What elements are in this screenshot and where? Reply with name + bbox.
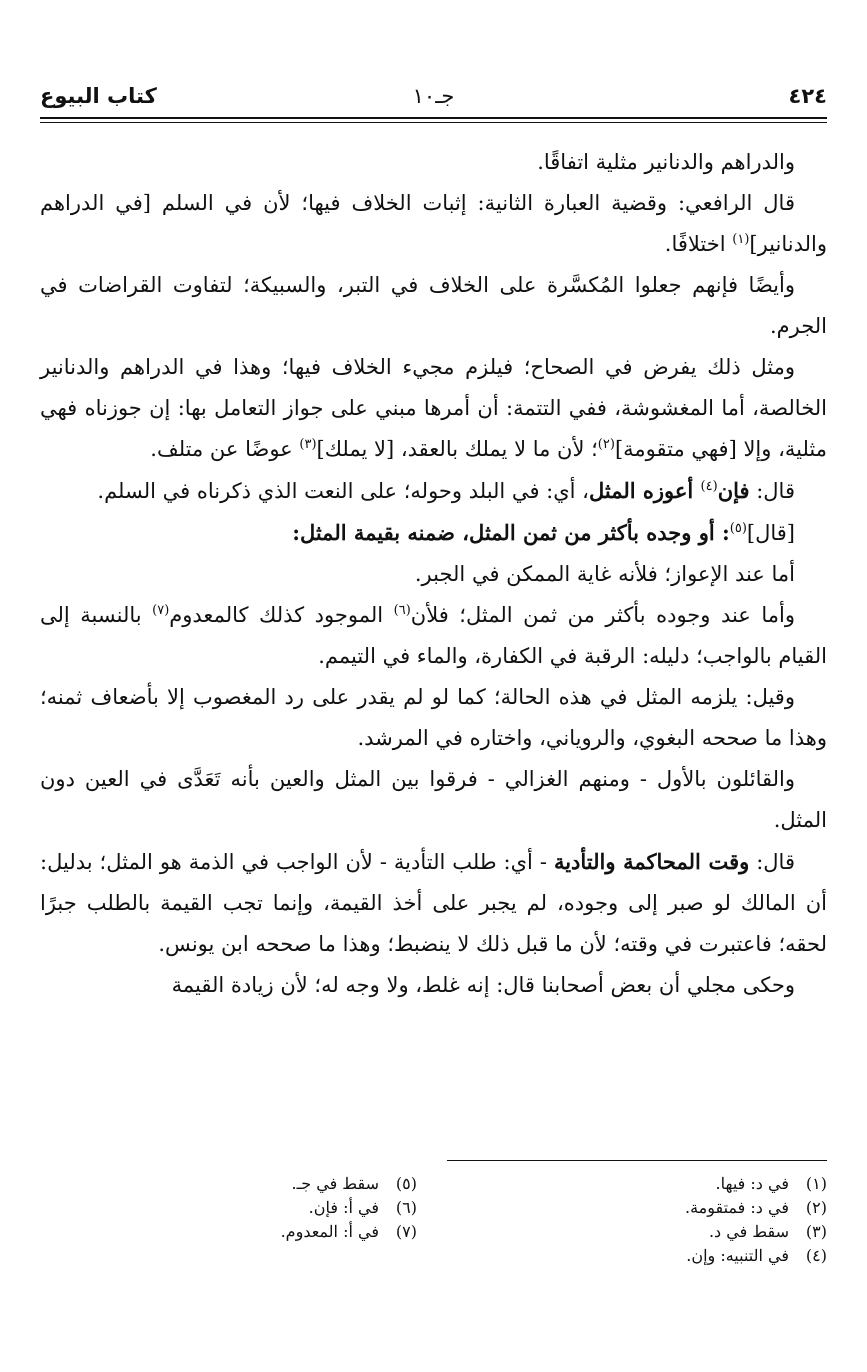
matn-text: : أو وجده بأكثر من ثمن المثل، ضمنه بقيمة المثل: [292, 520, 730, 545]
paragraph: وأما عند وجوده بأكثر من ثمن المثل؛ فلأن$^{(٦)}$ الموجود كذلك كالمعدوم$^{(٧)}$ بالنسبة إلى القيام بالواجب؛ دليله: الرقبة في الكفارة، والماء في التيمم. [40, 603, 827, 668]
footnote-rule [447, 1160, 827, 1161]
footnote: (٤) في التنبيه: وإن. [686, 1246, 827, 1265]
paragraph: وقيل: يلزمه المثل في هذه الحالة؛ كما لو لم يقدر على رد المغصوب إلا بأضعاف ثمنه؛ وهذا ما صححه البغوي، والروياني، واختاره في المرشد. [40, 685, 827, 750]
footnote-ref: (٥) [729, 521, 747, 536]
footnote: (٧) في أ: المعدوم. [280, 1222, 417, 1241]
footnote: (٢) في د: فمتقومة. [685, 1198, 827, 1217]
paragraph: [قال]$^{(٥)}$: أو وجده بأكثر من ثمن المثل، ضمنه بقيمة المثل: [292, 520, 795, 545]
book-title: كتاب البيوع [40, 84, 157, 108]
footnote: (٥) سقط في جـ. [291, 1174, 417, 1193]
paragraph: وحكى مجلي أن بعض أصحابنا قال: إنه غلط، ولا وجه له؛ لأن زيادة القيمة [171, 973, 795, 997]
paragraph: والقائلون بالأول - ومنهم الغزالي - فرقوا بين المثل والعين بأنه تَعَدَّى في العين دون المثل. [40, 767, 827, 832]
paragraph: قال: وقت المحاكمة والتأدية - أي: طلب التأدية - لأن الواجب في الذمة هو المثل؛ بدليل: أن المالك لو صبر إلى وجوده، لم يجبر على أخذ القيمة، وإنما تجب القيمة بالطلب جبرًا لحقه؛ فاعتبرت في وقته؛ لأن ما قبل ذلك لا ينضبط؛ وهذا ما صححه ابن يونس. [40, 849, 827, 956]
footnote-ref: (٧) [152, 603, 170, 618]
paragraph: والدراهم والدنانير مثلية اتفاقًا. [537, 150, 795, 174]
footnote-ref: (٣) [299, 437, 317, 452]
paragraph: وأيضًا فإنهم جعلوا المُكسَّرة على الخلاف في التبر، والسبيكة؛ لتفاوت القراضات في الجرم. [40, 273, 827, 338]
footnote-ref: (٦) [393, 603, 411, 618]
header-rule-thick [40, 117, 827, 119]
volume-label: جـ١٠ [412, 84, 455, 108]
paragraph: ومثل ذلك يفرض في الصحاح؛ فيلزم مجيء الخلاف فيها؛ وهذا في الدراهم والدنانير الخالصة، أما المغشوشة، ففي التتمة: أن أمرها مبني على جواز التعامل بها: إن جوزناه فهي مثلية، وإلا [فهي متقومة]$^{(٢)}$؛ لأن ما لا يملك بالعقد، [لا يملك]$^{(٣)}$ عوضًا عن متلف. [40, 355, 827, 461]
footnote-column-right [447, 1172, 827, 1268]
matn-text: أعوزه المثل [588, 478, 701, 503]
footnote-column-left [37, 1172, 417, 1244]
page-number: ٤٢٤ [788, 84, 827, 108]
footnote: (١) في د: فيها. [715, 1174, 827, 1193]
footnote-ref: (٤) [700, 479, 718, 494]
header-rule-thin [40, 122, 827, 123]
paragraph: قال الرافعي: وقضية العبارة الثانية: إثبات الخلاف فيها؛ لأن في السلم [في الدراهم والدنانير]$^{(١)}$ اختلافًا. [40, 191, 827, 256]
body-text [40, 142, 827, 1006]
matn-text: فإن [717, 478, 750, 503]
paragraph: قال: فإن$^{(٤)}$ أعوزه المثل، أي: في البلد وحوله؛ على النعت الذي ذكرناه في السلم. [97, 478, 795, 503]
page-header [40, 78, 827, 118]
paragraph: أما عند الإعواز؛ فلأنه غاية الممكن في الجبر. [414, 562, 795, 586]
footnote-ref: (٢) [597, 437, 615, 452]
footnote-ref: (١) [732, 232, 750, 247]
footnote: (٦) في أ: فإن. [308, 1198, 417, 1217]
matn-text: وقت المحاكمة والتأدية [553, 849, 750, 874]
footnote: (٣) سقط في د. [708, 1222, 827, 1241]
